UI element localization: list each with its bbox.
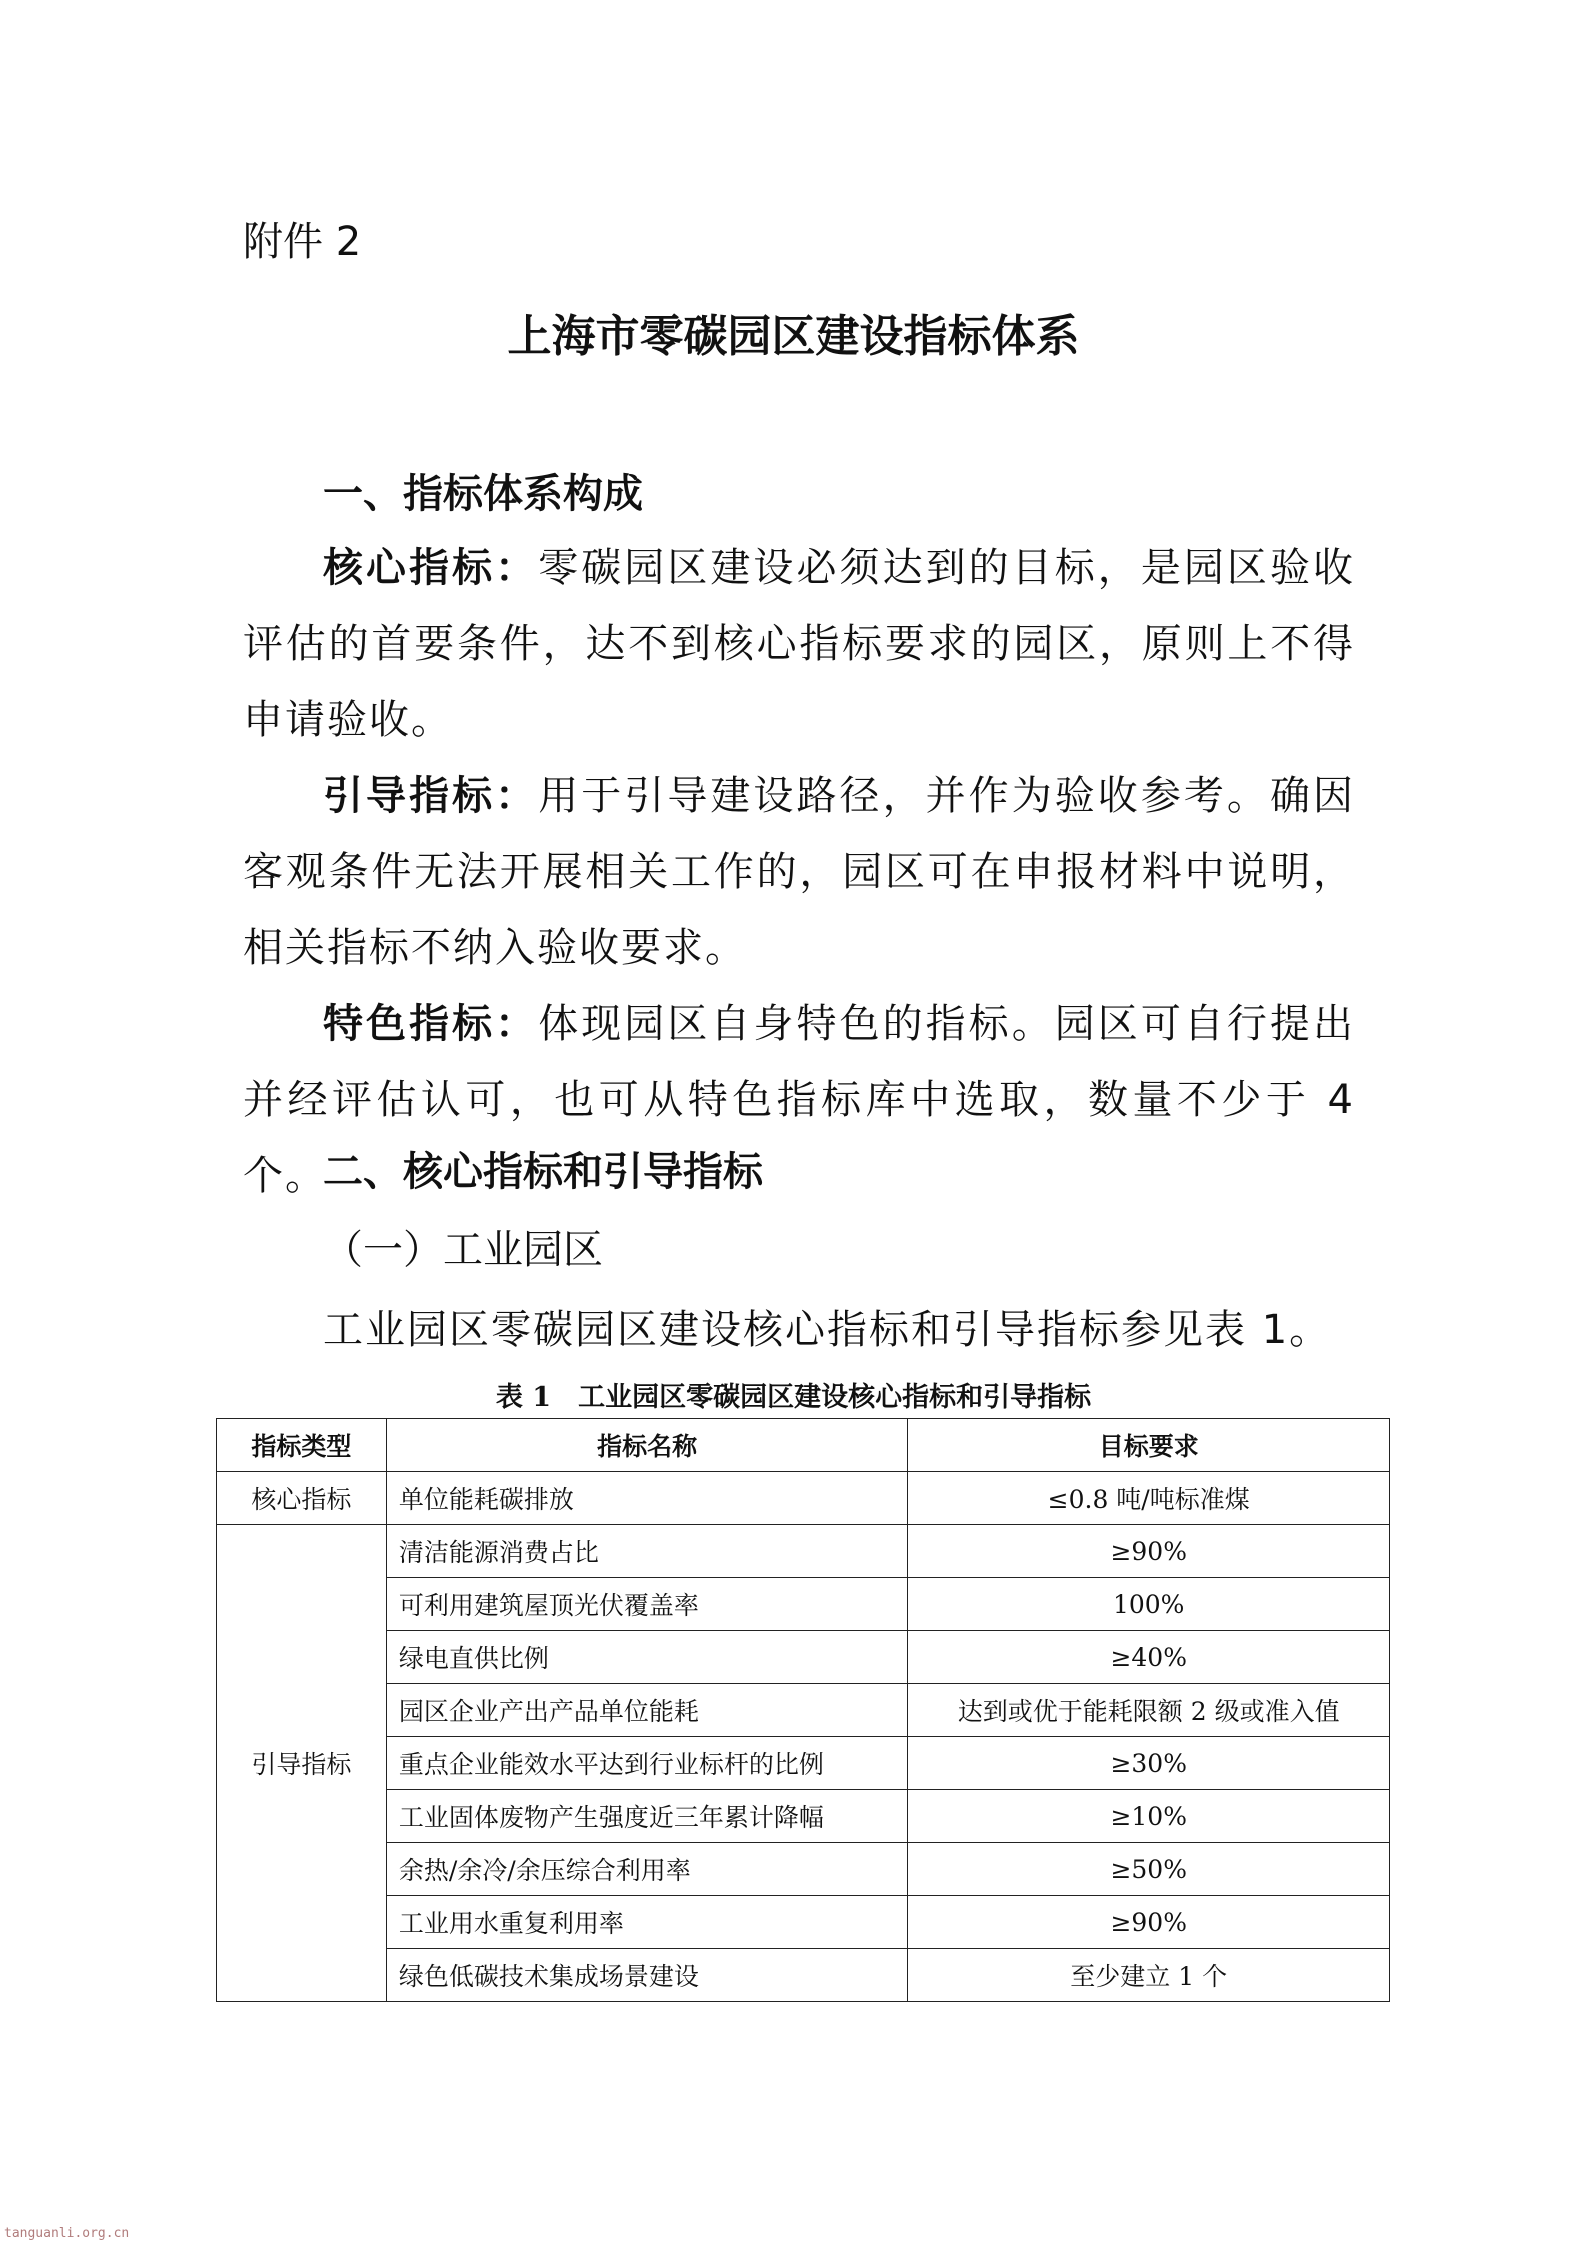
- term-guide-indicators: 引导指标：: [323, 773, 539, 819]
- text-feature-indicators: 体现园区自身特色的指标。园区可自行提出并经评估认可，也可从特色指标库中选取，数量不少于 4 个。: [243, 1001, 1356, 1199]
- indicator-name-cell: 单位能耗碳排放: [386, 1472, 908, 1525]
- indicator-name-cell: 绿色低碳技术集成场景建设: [386, 1949, 908, 2002]
- indicator-name-cell: 重点企业能效水平达到行业标杆的比例: [386, 1737, 908, 1790]
- indicator-name-cell: 可利用建筑屋顶光伏覆盖率: [386, 1578, 908, 1631]
- watermark: tanguanli.org.cn: [4, 2226, 130, 2241]
- header-indicator-name: 指标名称: [386, 1419, 908, 1472]
- section-heading-core-and-guide: 二、核心指标和引导指标: [323, 1149, 763, 1195]
- table-header-row: [217, 1419, 1390, 1472]
- text-core-indicators: 零碳园区建设必须达到的目标，是园区验收评估的首要条件，达不到核心指标要求的园区，原则上不得申请验收。: [243, 545, 1356, 743]
- paragraph-guide-indicators: [243, 758, 1355, 986]
- target-cell: ≤0.8 吨/吨标准煤: [908, 1472, 1390, 1525]
- target-cell: 100%: [908, 1578, 1390, 1631]
- type-cell-core: 核心指标: [217, 1472, 387, 1525]
- type-cell-guide: 引导指标: [217, 1525, 387, 2002]
- paragraph-table-reference: 工业园区零碳园区建设核心指标和引导指标参见表 1。: [323, 1307, 1332, 1353]
- table-row: [217, 1472, 1390, 1525]
- header-target: 目标要求: [908, 1419, 1390, 1472]
- document-title: 上海市零碳园区建设指标体系: [507, 311, 1080, 362]
- target-cell: ≥10%: [908, 1790, 1390, 1843]
- table-row: [217, 1684, 1390, 1737]
- indicator-name-cell: 工业固体废物产生强度近三年累计降幅: [386, 1790, 908, 1843]
- indicator-name-cell: 工业用水重复利用率: [386, 1896, 908, 1949]
- header-indicator-type: 指标类型: [217, 1419, 387, 1472]
- indicator-name-cell: 清洁能源消费占比: [386, 1525, 908, 1578]
- section-heading-composition: 一、指标体系构成: [323, 471, 643, 517]
- table-row: [217, 1896, 1390, 1949]
- target-cell: 至少建立 1 个: [908, 1949, 1390, 2002]
- indicator-table: [216, 1418, 1390, 2002]
- table-row: [217, 1737, 1390, 1790]
- table-row: [217, 1949, 1390, 2002]
- indicator-name-cell: 余热/余冷/余压综合利用率: [386, 1843, 908, 1896]
- table-row: [217, 1578, 1390, 1631]
- table-row: [217, 1631, 1390, 1684]
- target-cell: 达到或优于能耗限额 2 级或准入值: [908, 1684, 1390, 1737]
- target-cell: ≥50%: [908, 1843, 1390, 1896]
- target-cell: ≥90%: [908, 1896, 1390, 1949]
- table-row: [217, 1525, 1390, 1578]
- paragraph-core-indicators: [243, 530, 1355, 758]
- text-guide-indicators: 用于引导建设路径，并作为验收参考。确因客观条件无法开展相关工作的，园区可在申报材料中说明，相关指标不纳入验收要求。: [243, 773, 1356, 971]
- table-caption: 表 1 工业园区零碳园区建设核心指标和引导指标: [495, 1382, 1092, 1413]
- indicator-name-cell: 绿电直供比例: [386, 1631, 908, 1684]
- subheading-industrial-park: （一）工业园区: [323, 1227, 603, 1273]
- table-row: [217, 1790, 1390, 1843]
- term-core-indicators: 核心指标：: [323, 545, 539, 591]
- attachment-label: 附件 2: [243, 219, 362, 265]
- target-cell: ≥40%: [908, 1631, 1390, 1684]
- term-feature-indicators: 特色指标：: [323, 1001, 539, 1047]
- target-cell: ≥30%: [908, 1737, 1390, 1790]
- target-cell: ≥90%: [908, 1525, 1390, 1578]
- indicator-name-cell: 园区企业产出产品单位能耗: [386, 1684, 908, 1737]
- table-row: [217, 1843, 1390, 1896]
